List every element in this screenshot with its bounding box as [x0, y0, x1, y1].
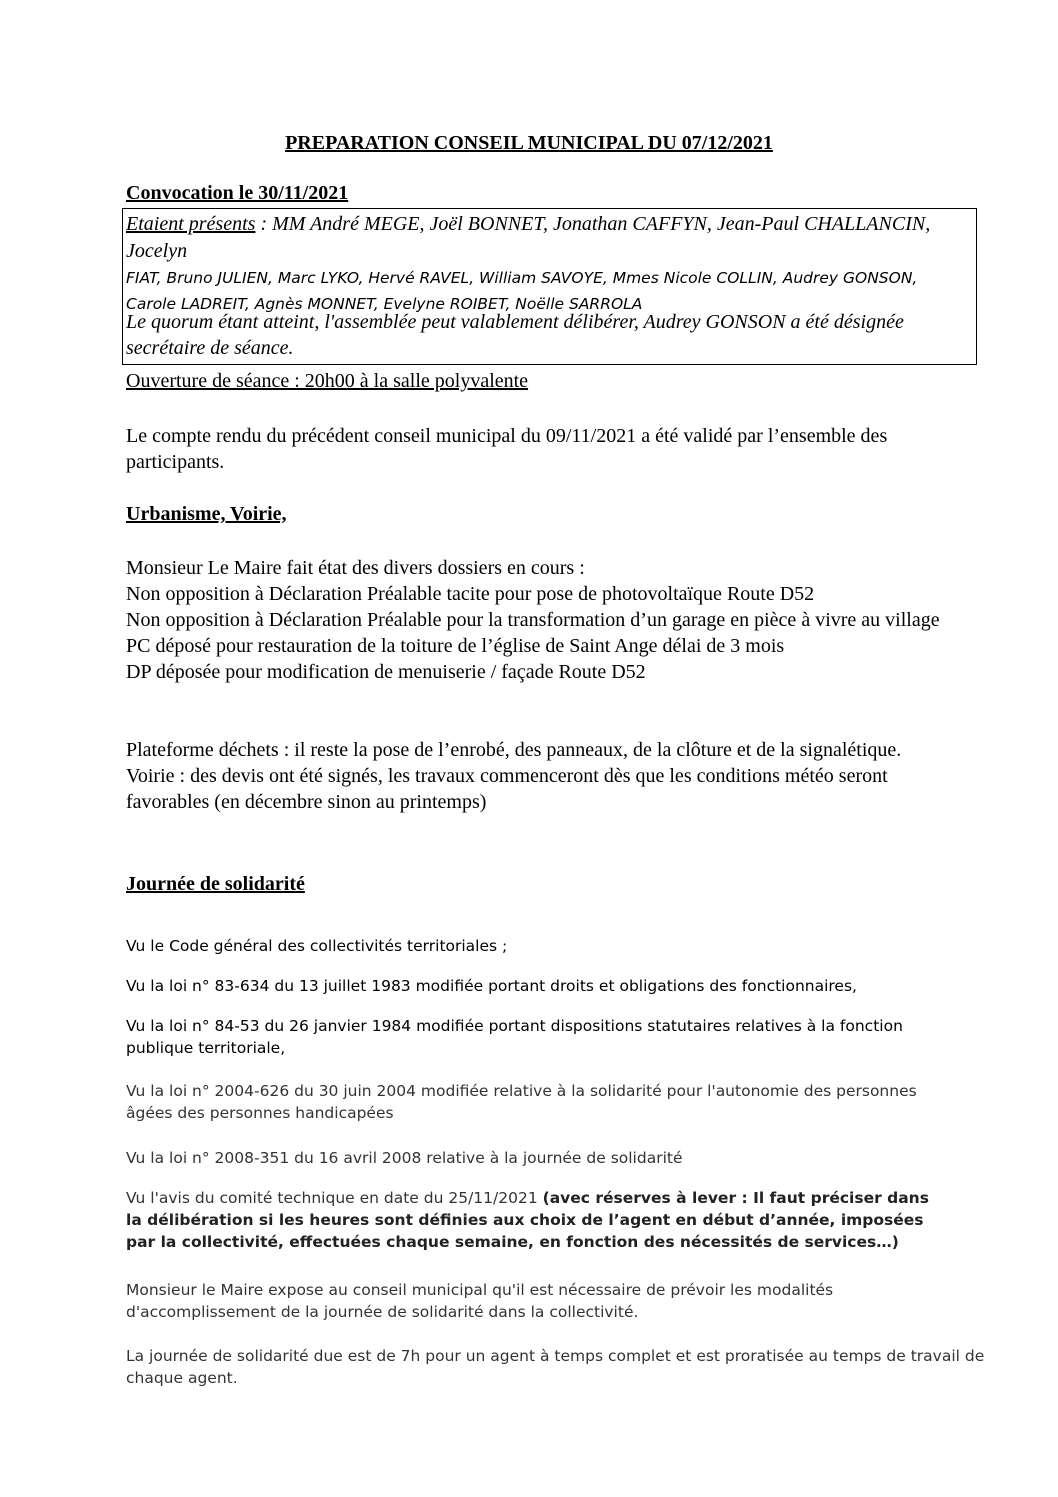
legal-ref-4: Vu la loi n° 2004-626 du 30 juin 2004 modifiée relative à la solidarité pour l'autonomie des personnes âgées des personnes handicapées [126, 1082, 917, 1122]
attendance-label: Etaient présents [126, 213, 256, 235]
mayor-statement: Monsieur le Maire expose au conseil municipal qu'il est nécessaire de prévoir les modalités d'accomplissement de la journée de solidarité dans la collectivité. [126, 1281, 834, 1321]
section-heading-solidarite: Journée de solidarité [126, 873, 305, 895]
urbanisme-updates [126, 737, 986, 815]
urbanisme-list [126, 555, 976, 685]
committee-opinion [126, 1187, 936, 1253]
document-title: PREPARATION CONSEIL MUNICIPAL DU 07/12/2021 [285, 132, 773, 154]
voirie-note: Voirie : des devis ont été signés, les travaux commenceront dès que les conditions météo seront favorables (en décembre sinon au printemps) [126, 765, 888, 813]
legal-ref-1: Vu le Code général des collectivités territoriales ; [126, 937, 508, 955]
section-heading-urbanisme: Urbanisme, Voirie, [126, 503, 287, 525]
plateforme-note: Plateforme déchets : il reste la pose de l’enrobé, des panneaux, de la clôture et de la signalétique. [126, 739, 902, 761]
attendance-line-3: Carole LADREIT, Agnès MONNET, Evelyne ROIBET, Noëlle SARROLA [126, 295, 643, 313]
session-opening: Ouverture de séance : 20h00 à la salle polyvalente [126, 370, 529, 392]
urbanisme-intro: Monsieur Le Maire fait état des divers dossiers en cours : [126, 557, 585, 579]
committee-reservations: (avec réserves à lever : Il faut préciser dans la délibération si les heures sont définies aux choix de l’agent en début d’année, imposées par la collectivité, effectuées chaque semaine, en fonction des nécessités de services…) [126, 1189, 929, 1251]
legal-ref-2: Vu la loi n° 83-634 du 13 juillet 1983 modifiée portant droits et obligations des fonctionnaires, [126, 977, 857, 995]
legal-ref-3: Vu la loi n° 84-53 du 26 janvier 1984 modifiée portant dispositions statutaires relatives à la fonction publique territoriale, [126, 1017, 903, 1057]
attendance-line-2: FIAT, Bruno JULIEN, Marc LYKO, Hervé RAVEL, William SAVOYE, Mmes Nicole COLLIN, Audrey GONSON, [126, 269, 918, 287]
list-item: PC déposé pour restauration de la toiture de l’église de Saint Ange délai de 3 mois [126, 635, 785, 657]
convocation-date: Convocation le 30/11/2021 [126, 182, 349, 204]
attendance-line-1: MM André MEGE, Joël BONNET, Jonathan CAFFYN, Jean-Paul CHALLANCIN, Jocelyn [126, 213, 931, 262]
list-item: Non opposition à Déclaration Préalable pour la transformation d’un garage en pièce à vivre au village [126, 609, 940, 631]
committee-opinion-text: Vu l'avis du comité technique en date du 25/11/2021 [126, 1189, 543, 1207]
solidarity-duration: La journée de solidarité due est de 7h pour un agent à temps complet et est proratisée au temps de travail de chaque agent. [126, 1347, 985, 1387]
quorum-statement: Le quorum étant atteint, l'assemblée peut valablement délibérer, Audrey GONSON a été désignée secrétaire de séance. [126, 311, 904, 359]
attendance-list: Etaient présents : MM André MEGE, Joël BONNET, Jonathan CAFFYN, Jean-Paul CHALLANCIN, Jocelyn FIAT, Bruno JULIEN, Marc LYKO, Hervé RAVEL, William SAVOYE, Mmes Nicole COLLIN, Audrey GONSON, Carole LADREIT, Agnès MONNET, Evelyne ROIBET, Noëlle SARROLA [126, 213, 931, 313]
list-item: DP déposée pour modification de menuiserie / façade Route D52 [126, 661, 646, 683]
list-item: Non opposition à Déclaration Préalable tacite pour pose de photovoltaïque Route D52 [126, 583, 815, 605]
previous-minutes-note: Le compte rendu du précédent conseil municipal du 09/11/2021 a été validé par l’ensemble des participants. [126, 425, 888, 473]
legal-ref-5: Vu la loi n° 2008-351 du 16 avril 2008 relative à la journée de solidarité [126, 1149, 683, 1167]
